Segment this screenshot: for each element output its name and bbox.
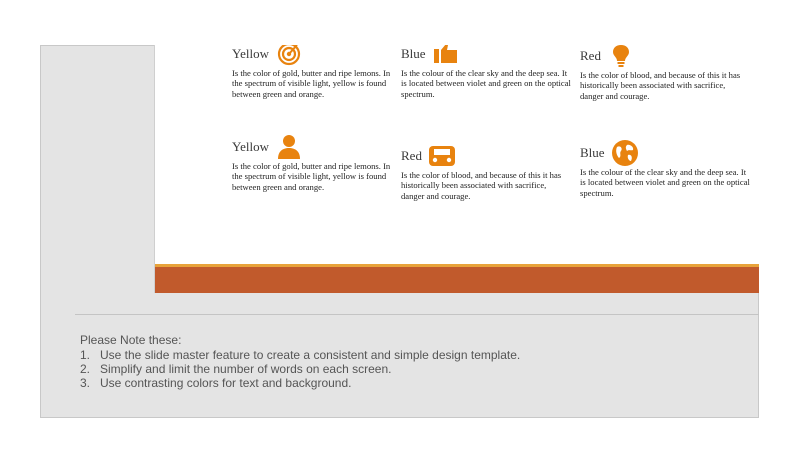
notes-list (80, 348, 740, 390)
thumbs-up-icon (432, 45, 460, 68)
color-item-yellow-1 (232, 45, 402, 99)
globe-icon (611, 139, 639, 167)
item-title: Blue (401, 46, 426, 61)
notes-item-number: 3. (80, 376, 91, 390)
notes-pane[interactable] (80, 333, 740, 390)
item-title: Yellow (232, 139, 269, 154)
slide-footer-band (155, 267, 759, 293)
notes-title: Please Note these: (80, 333, 182, 347)
notes-item-text: Simplify and limit the number of words on each screen. (100, 362, 392, 376)
item-description: Is the colour of the clear sky and the deep sea. It is located between violet and green on the optical spectrum. (401, 68, 571, 99)
item-description: Is the color of gold, butter and ripe lemons. In the spectrum of visible light, yellow is found between green and orange. (232, 68, 391, 99)
car-icon (428, 142, 456, 170)
color-item-blue-1 (401, 45, 571, 99)
target-icon (275, 45, 303, 68)
color-item-red-1 (580, 45, 750, 101)
item-title: Red (580, 48, 601, 63)
notes-item-text: Use the slide master feature to create a consistent and simple design template. (100, 348, 521, 362)
item-description: Is the color of blood, and because of this it has historically been associated with sacrifice, danger and courage. (580, 70, 741, 101)
item-description: Is the color of gold, butter and ripe lemons. In the spectrum of visible light, yellow is found between green and orange. (232, 161, 391, 192)
color-item-blue-2 (580, 139, 750, 198)
item-title: Yellow (232, 46, 269, 61)
item-description: Is the color of blood, and because of this it has historically been associated with sacrifice, danger and courage. (401, 170, 562, 201)
item-title: Red (401, 148, 422, 163)
item-description: Is the colour of the clear sky and the deep sea. It is located between violet and green on the optical spectrum. (580, 167, 750, 198)
notes-item (80, 376, 740, 390)
person-icon (275, 133, 303, 161)
notes-item-number: 1. (80, 348, 91, 362)
color-item-yellow-2 (232, 133, 402, 192)
color-item-red-2 (401, 142, 571, 201)
lightbulb-icon (607, 45, 635, 70)
notes-item (80, 362, 740, 376)
notes-item-text: Use contrasting colors for text and background. (100, 376, 352, 390)
item-title: Blue (580, 145, 605, 160)
notes-item-number: 2. (80, 362, 91, 376)
notes-divider[interactable] (75, 314, 759, 315)
slide-canvas[interactable] (154, 45, 759, 293)
notes-item (80, 348, 740, 362)
